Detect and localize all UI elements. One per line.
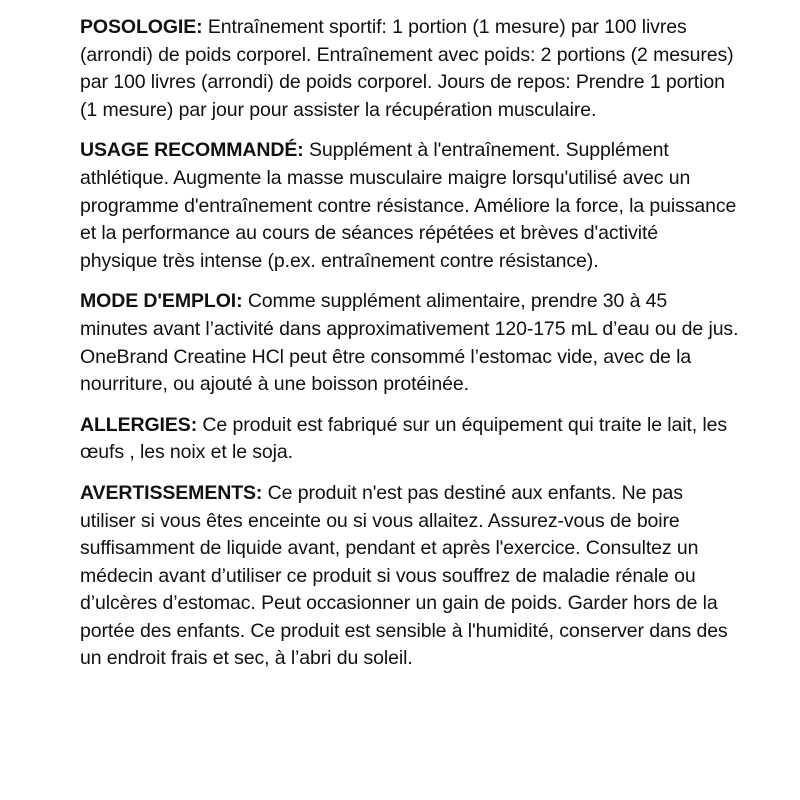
product-label-text — [80, 14, 740, 686]
section-avertissements — [80, 480, 740, 673]
section-body: Ce produit est fabriqué sur un équipement qui traite le lait, les œufs , les noix et le soja. — [80, 413, 728, 464]
section-body: Comme supplément alimentaire, prendre 30 à 45 minutes avant l’activité dans approximativement 120-175 mL d’eau ou de jus. OneBrand Creatine HCl peut être consommé l’estomac vide, avec de la nourriture, ou ajouté à une boisson protéinée. — [80, 290, 739, 396]
section-posologie — [80, 14, 740, 124]
section-body: Ce produit n'est pas destiné aux enfants. Ne pas utiliser si vous êtes enceinte ou si vous allaitez. Assurez-vous de boire suffisamment de liquide avant, pendant et après l'exercice. Consultez un médecin avant d’utiliser ce produit si vous souffrez de maladie rénale ou d’ulcères d’estomac. Peut occasionner un gain de poids. Garder hors de la portée des enfants. Ce produit est sensible à l'humidité, conserver dans des un endroit frais et sec, à l’abri du soleil. — [80, 481, 728, 670]
section-allergies — [80, 412, 740, 467]
section-heading: AVERTISSEMENTS: — [80, 481, 263, 504]
section-body: Supplément à l'entraînement. Supplément athlétique. Augmente la masse musculaire maigre lorsqu'utilisé avec un programme d'entraînement contre résistance. Améliore la force, la puissance et la performance au cours de séances répétées et brèves d'activité physique très intense (p.ex. entraînement contre résistance). — [80, 139, 737, 272]
section-heading: POSOLOGIE: — [80, 16, 203, 38]
section-heading: ALLERGIES: — [80, 413, 198, 436]
section-mode-d-emploi — [80, 288, 740, 398]
section-heading: MODE D'EMPLOI: — [80, 290, 243, 313]
section-usage-recommande — [80, 137, 740, 275]
section-body: Entraînement sportif: 1 portion (1 mesure) par 100 livres (arrondi) de poids corporel. Entraînement avec poids: 2 portions (2 mesures) par 100 livres (arrondi) de poids corporel. Jours de repos: Prendre 1 portion (1 mesure) par jour pour assister la récupération musculaire. — [80, 16, 734, 121]
section-heading: USAGE RECOMMANDÉ: — [80, 139, 304, 162]
